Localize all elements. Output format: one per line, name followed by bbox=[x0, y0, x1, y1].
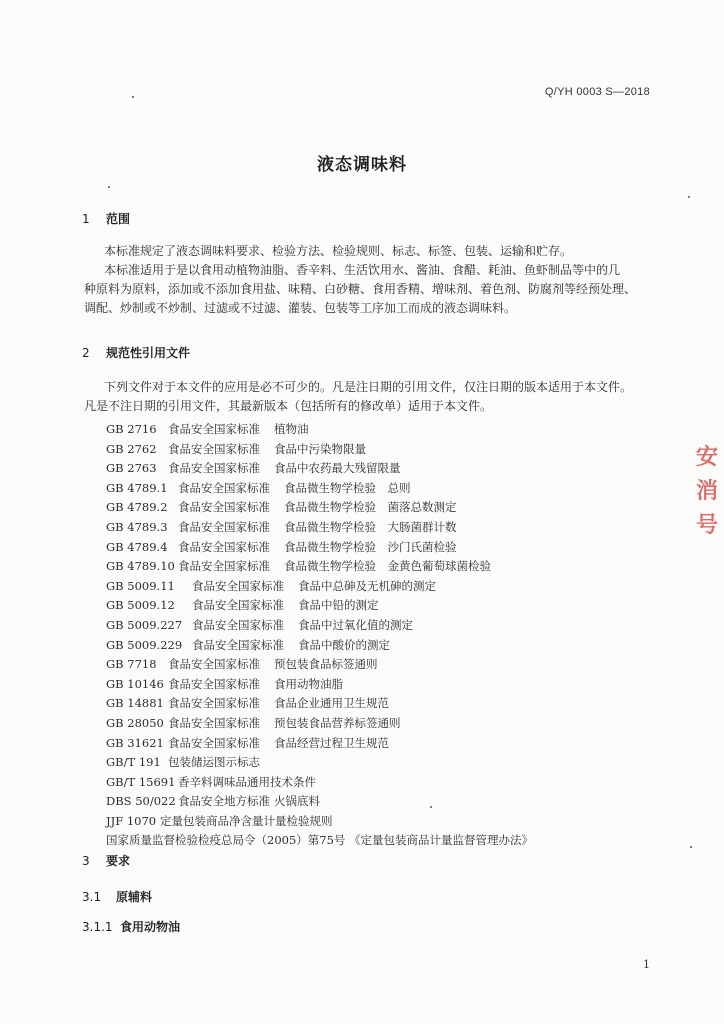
reference-item bbox=[106, 773, 533, 793]
reference-standard: 食品安全国家标准 bbox=[178, 500, 270, 515]
reference-name: 植物油 bbox=[274, 422, 309, 436]
text-line: 下列文件对于本文件的应用是必不可少的。凡是注日期的引用文件，仅注日期的版本适用于本文件。 bbox=[104, 380, 633, 394]
reference-item bbox=[106, 440, 533, 460]
section-2-heading bbox=[82, 344, 190, 361]
stamp-char: 消 bbox=[696, 478, 719, 504]
reference-code: GB 28050 bbox=[106, 715, 164, 730]
reference-standard: 食品安全国家标准 bbox=[178, 559, 270, 574]
reference-code: GB/T 191 bbox=[106, 755, 161, 770]
section-number: 3.1 bbox=[82, 890, 102, 904]
section-number: 3.1.1 bbox=[82, 920, 113, 934]
scan-speck bbox=[132, 96, 134, 98]
reference-item bbox=[106, 734, 533, 754]
stamp-char: 号 bbox=[696, 512, 719, 538]
text-line: 本标准规定了液态调味料要求、检验方法、检验规则、标志、标签、包装、运输和贮存。 bbox=[104, 244, 573, 258]
section-number: 2 bbox=[82, 346, 90, 360]
reference-name: 食品微生物学检验 大肠菌群计数 bbox=[284, 519, 457, 534]
reference-name: 食品经营过程卫生规范 bbox=[274, 735, 389, 750]
section-title: 要求 bbox=[106, 854, 131, 868]
reference-code: GB/T 15691 bbox=[106, 774, 176, 789]
reference-name: 食品微生物学检验 菌落总数测定 bbox=[284, 500, 457, 515]
reference-item bbox=[106, 636, 533, 656]
reference-standard: 食品安全国家标准 bbox=[168, 696, 260, 711]
section-3-1-1-heading bbox=[82, 918, 180, 935]
text-line: 种原料为原料，添加或不添加食用盐、味精、白砂糖、食用香精、增味剂、着色剂、防腐剂等经预处理、 bbox=[84, 282, 637, 296]
reference-item bbox=[106, 655, 533, 675]
reference-standard: 食品安全国家标准 bbox=[168, 715, 260, 730]
reference-item bbox=[106, 694, 533, 714]
reference-name: 预包装食品标签通则 bbox=[274, 657, 378, 672]
reference-standard: 食品安全国家标准 bbox=[168, 676, 260, 691]
reference-code: GB 7718 bbox=[106, 657, 157, 672]
reference-item bbox=[106, 753, 533, 773]
reference-code: GB 2763 bbox=[106, 461, 157, 476]
reference-name: 食品企业通用卫生规范 bbox=[274, 696, 389, 711]
reference-code: GB 4789.2 bbox=[106, 500, 168, 515]
reference-name: 食品中酸价的测定 bbox=[298, 637, 390, 652]
reference-code: GB 2762 bbox=[106, 441, 157, 456]
reference-name: 火锅底料 bbox=[274, 794, 320, 809]
reference-code: GB 14881 bbox=[106, 696, 164, 711]
reference-item bbox=[106, 792, 533, 812]
reference-standard: 食品安全国家标准 bbox=[178, 480, 270, 495]
stamp-char: 安 bbox=[696, 444, 719, 470]
reference-name: 食品微生物学检验 金黄色葡萄球菌检验 bbox=[284, 559, 491, 574]
reference-item bbox=[106, 616, 533, 636]
reference-code: JJF 1070 bbox=[106, 813, 157, 828]
reference-item bbox=[106, 577, 533, 597]
section-number: 3 bbox=[82, 854, 90, 868]
reference-standard: 食品安全国家标准 bbox=[168, 441, 260, 456]
section-title: 规范性引用文件 bbox=[106, 346, 191, 360]
text-line: 凡是不注日期的引用文件，其最新版本（包括所有的修改单）适用于本文件。 bbox=[84, 399, 493, 413]
red-seal-stamp bbox=[696, 440, 724, 542]
reference-code: GB 5009.11 bbox=[106, 578, 175, 593]
reference-name: 定量包装商品净含量计量检验规则 bbox=[160, 813, 333, 828]
reference-code: GB 4789.4 bbox=[106, 539, 168, 554]
reference-name: 食品中总砷及无机砷的测定 bbox=[298, 578, 436, 593]
reference-item bbox=[106, 812, 533, 832]
reference-item bbox=[106, 596, 533, 616]
reference-name: 食品中污染物限量 bbox=[274, 441, 366, 456]
scan-speck bbox=[430, 806, 432, 808]
text-line: 调配、炒制或不炒制、过滤或不过滤、灌装、包装等工序加工而成的液态调味料。 bbox=[84, 301, 517, 315]
reference-item bbox=[106, 479, 533, 499]
reference-code: GB 2716 bbox=[106, 422, 157, 436]
reference-code: GB 5009.227 bbox=[106, 617, 183, 632]
reference-name: 预包装食品营养标签通则 bbox=[274, 715, 401, 730]
reference-standard: 食品安全国家标准 bbox=[168, 461, 260, 476]
reference-code: GB 31621 bbox=[106, 735, 164, 750]
reference-standard: 食品安全国家标准 bbox=[192, 578, 284, 593]
scan-speck bbox=[688, 196, 690, 198]
reference-name: 食品中过氧化值的测定 bbox=[298, 617, 413, 632]
section-3-1-heading bbox=[82, 888, 152, 905]
reference-standard: 食品安全国家标准 bbox=[168, 735, 260, 750]
reference-code: GB 10146 bbox=[106, 676, 164, 691]
scan-speck bbox=[108, 186, 110, 188]
normative-references-list bbox=[106, 420, 533, 851]
reference-code: GB 4789.1 bbox=[106, 480, 168, 495]
reference-name: 食品中铅的测定 bbox=[298, 598, 379, 613]
reference-item bbox=[106, 831, 533, 851]
reference-standard: 食品安全国家标准 bbox=[192, 637, 284, 652]
document-code: Q/YH 0003 S—2018 bbox=[544, 86, 650, 98]
reference-item bbox=[106, 459, 533, 479]
section-1-heading bbox=[82, 210, 130, 227]
reference-standard: 食品安全国家标准 bbox=[168, 657, 260, 672]
section-title: 食用动物油 bbox=[120, 920, 181, 934]
reference-item bbox=[106, 675, 533, 695]
reference-name: 包装储运图示标志 bbox=[168, 755, 260, 770]
reference-standard: 食品安全国家标准 bbox=[178, 539, 270, 554]
reference-code: GB 5009.229 bbox=[106, 637, 183, 652]
text-line: 本标准适用于是以食用动植物油脂、香辛料、生活饮用水、酱油、食醋、耗油、鱼虾制品等中的几 bbox=[104, 263, 621, 277]
reference-item bbox=[106, 714, 533, 734]
document-title: 液态调味料 bbox=[317, 155, 407, 175]
section-3-heading bbox=[82, 852, 130, 869]
section-1-body bbox=[84, 242, 664, 318]
reference-standard: 食品安全国家标准 bbox=[192, 617, 284, 632]
reference-code: GB 4789.10 bbox=[106, 559, 175, 574]
reference-name: 食品微生物学检验 沙门氏菌检验 bbox=[284, 539, 457, 554]
reference-standard: 食品安全国家标准 bbox=[168, 422, 260, 436]
reference-standard: 食品安全国家标准 bbox=[192, 598, 284, 613]
section-title: 原辅料 bbox=[116, 890, 153, 904]
reference-code: GB 4789.3 bbox=[106, 519, 168, 534]
page-number: 1 bbox=[643, 958, 650, 971]
section-title: 范围 bbox=[106, 212, 131, 226]
reference-standard: 食品安全国家标准 bbox=[178, 519, 270, 534]
reference-item bbox=[106, 498, 533, 518]
reference-name: 食品中农药最大残留限量 bbox=[274, 461, 401, 476]
section-number: 1 bbox=[82, 212, 90, 226]
reference-item bbox=[106, 557, 533, 577]
reference-item bbox=[106, 538, 533, 558]
reference-standard: 食品安全地方标准 bbox=[178, 794, 270, 809]
section-2-intro bbox=[84, 378, 664, 416]
reference-code: DBS 50/022 bbox=[106, 794, 176, 809]
reference-code: GB 5009.12 bbox=[106, 598, 175, 613]
reference-item bbox=[106, 518, 533, 538]
reference-name: 国家质量监督检验检疫总局令（2005）第75号 《定量包装商品计量监督管理办法》 bbox=[106, 833, 534, 848]
scan-speck bbox=[690, 846, 692, 848]
reference-name: 食品微生物学检验 总则 bbox=[284, 480, 411, 495]
reference-name: 香辛料调味品通用技术条件 bbox=[178, 774, 316, 789]
reference-item bbox=[106, 420, 533, 440]
reference-name: 食用动物油脂 bbox=[274, 676, 343, 691]
